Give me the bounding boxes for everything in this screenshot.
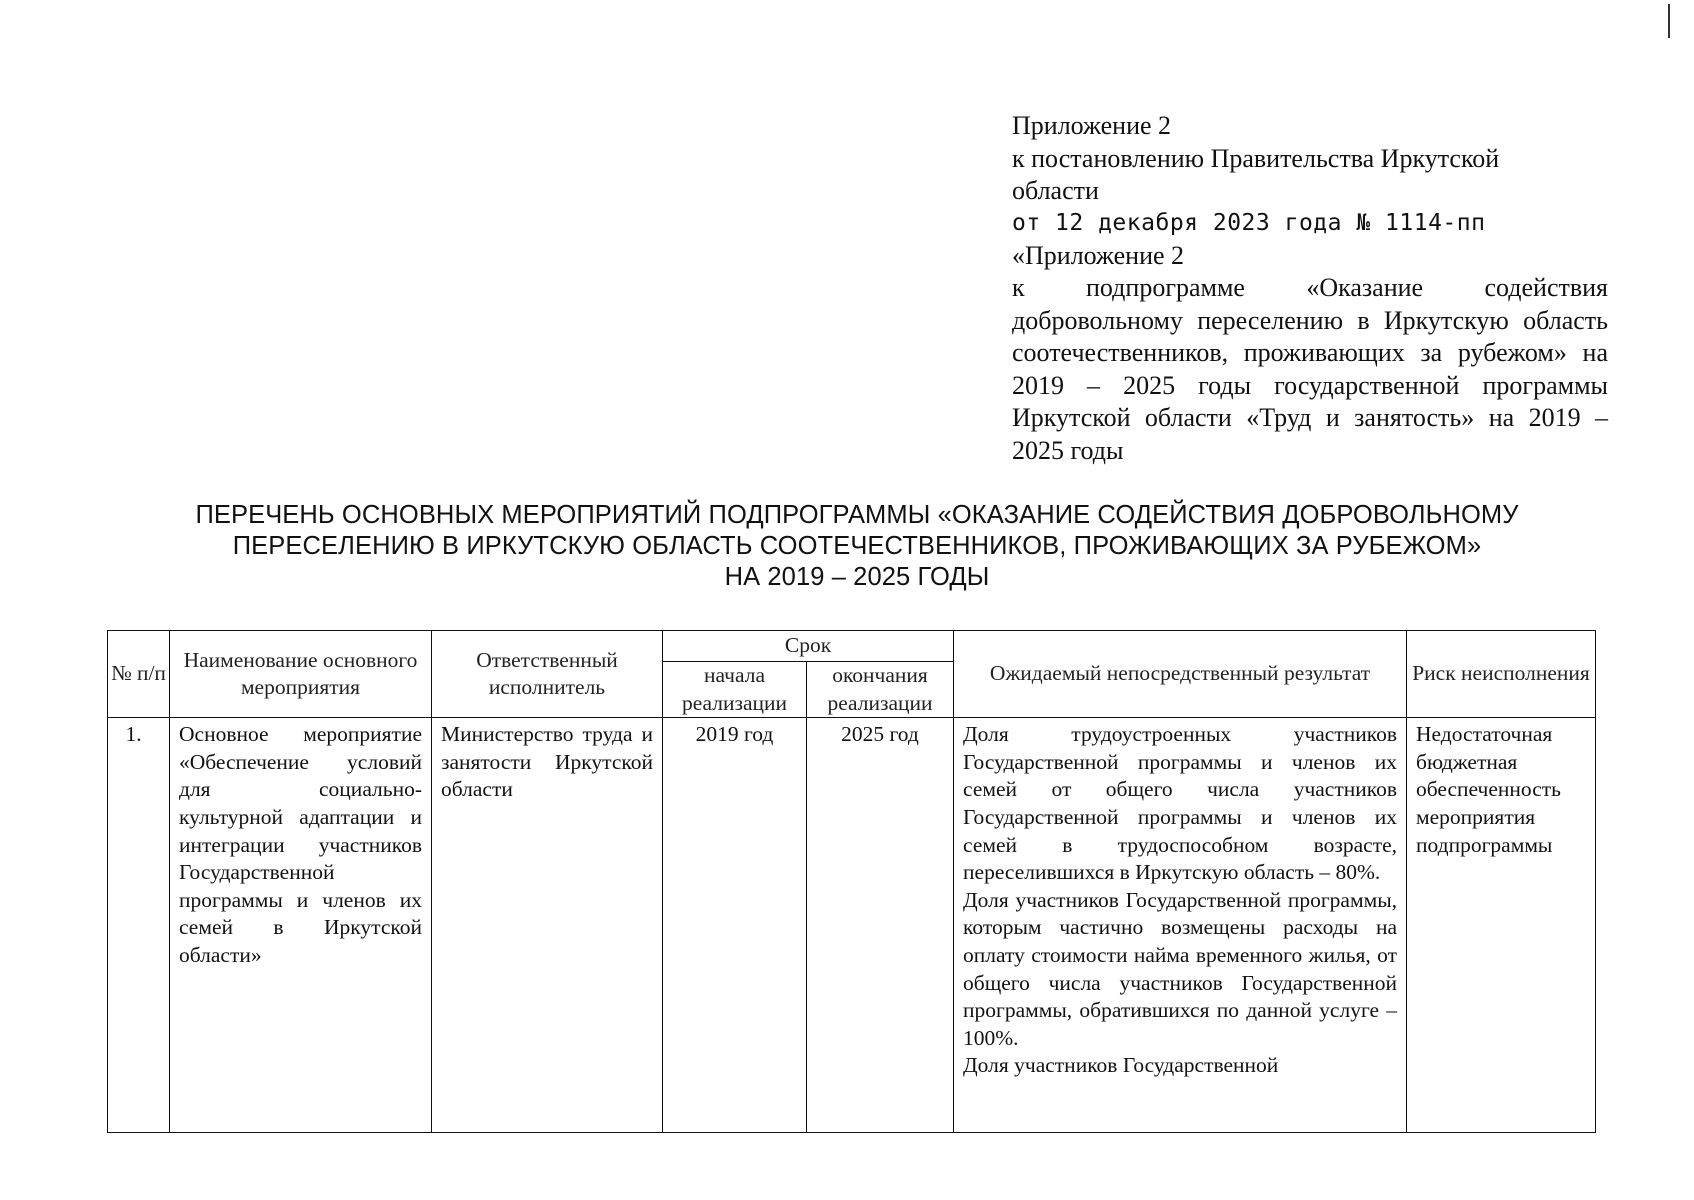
- header-end: окончания реализации: [807, 662, 954, 718]
- cell-executor: [432, 718, 663, 1133]
- title-line-2: ПЕРЕСЕЛЕНИЮ В ИРКУТСКУЮ ОБЛАСТЬ СООТЕЧЕСТВЕННИКОВ, ПРОЖИВАЮЩИХ ЗА РУБЕЖОМ»: [232, 532, 1482, 560]
- measures-table: [107, 630, 1596, 1133]
- table-header-row: [108, 631, 1596, 662]
- expected-result: [954, 718, 1406, 1132]
- cell-start: [663, 718, 807, 1133]
- appendix-date-number: от 12 декабря 2023 года № 1114-пп: [1012, 209, 1486, 236]
- appendix-header: [1012, 110, 1608, 467]
- header-number: № п/п: [108, 631, 170, 718]
- result-paragraph-1: Доля трудоустроенных участников Государственной программы и членов их семей от общего числа участников Государственной программы и членов их семей в трудоспособном возрасте, переселившихся в Иркутскую область – 80%.: [963, 722, 1398, 885]
- result-paragraph-3: Доля участников Государственной: [963, 1053, 1279, 1078]
- header-measure-name: Наименование основного мероприятия: [170, 631, 432, 718]
- start-year: 2019 год: [695, 722, 774, 747]
- cell-measure-name: [170, 718, 432, 1133]
- result-paragraph-2: Доля участников Государственной программы, которым частично возмещены расходы на оплату стоимости найма временного жилья, от общего числа участников Государственной программы, обратившихся по данной услуге – 100%.: [963, 887, 1398, 1050]
- header-term: Срок: [663, 631, 954, 662]
- title-line-1: ПЕРЕЧЕНЬ ОСНОВНЫХ МЕРОПРИЯТИЙ ПОДПРОГРАММЫ «ОКАЗАНИЕ СОДЕЙСТВИЯ ДОБРОВОЛЬНОМУ: [195, 501, 1519, 529]
- appendix-region-line: области: [1012, 176, 1099, 205]
- end-year: 2025 год: [841, 722, 919, 747]
- measure-name: Основное мероприятие «Обеспечение условий для социально-культурной адаптации и интеграции участников Государственной программы и членов их семей в Иркутской области»: [179, 722, 422, 967]
- header-executor: Ответственный исполнитель: [432, 631, 663, 718]
- cell-end: [807, 718, 954, 1133]
- document-title: [60, 500, 1654, 593]
- cell-risk: [1407, 718, 1596, 1133]
- appendix-label: Приложение 2: [1012, 111, 1172, 140]
- cell-number: [108, 718, 170, 1133]
- executor-name: Министерство труда и занятости Иркутской области: [441, 722, 653, 802]
- page-edge-mark: [1668, 4, 1670, 38]
- quoted-appendix-label: «Приложение 2: [1012, 240, 1185, 270]
- appendix-resolution-line: к постановлению Правительства Иркутской: [1012, 143, 1500, 173]
- header-start: начала реализации: [663, 662, 807, 718]
- risk-text: Недостаточная бюджетная обеспеченность мероприятия подпрограммы: [1416, 722, 1561, 857]
- row-number: 1.: [125, 722, 142, 747]
- quoted-appendix-text: к подпрограмме «Оказание содействия добровольному переселению в Иркутскую область соотечественников, проживающих за рубежом» на 2019 – 2025 годы государственной программы Иркутской области «Труд и занятость» на 2019 – 2025 годы: [1012, 273, 1608, 465]
- cell-expected-result: [954, 718, 1407, 1133]
- table-row: [108, 718, 1596, 1133]
- header-risk: Риск неисполнения: [1407, 631, 1596, 718]
- title-line-3: НА 2019 – 2025 ГОДЫ: [724, 563, 990, 591]
- header-expected-result: Ожидаемый непосредственный результат: [954, 631, 1407, 718]
